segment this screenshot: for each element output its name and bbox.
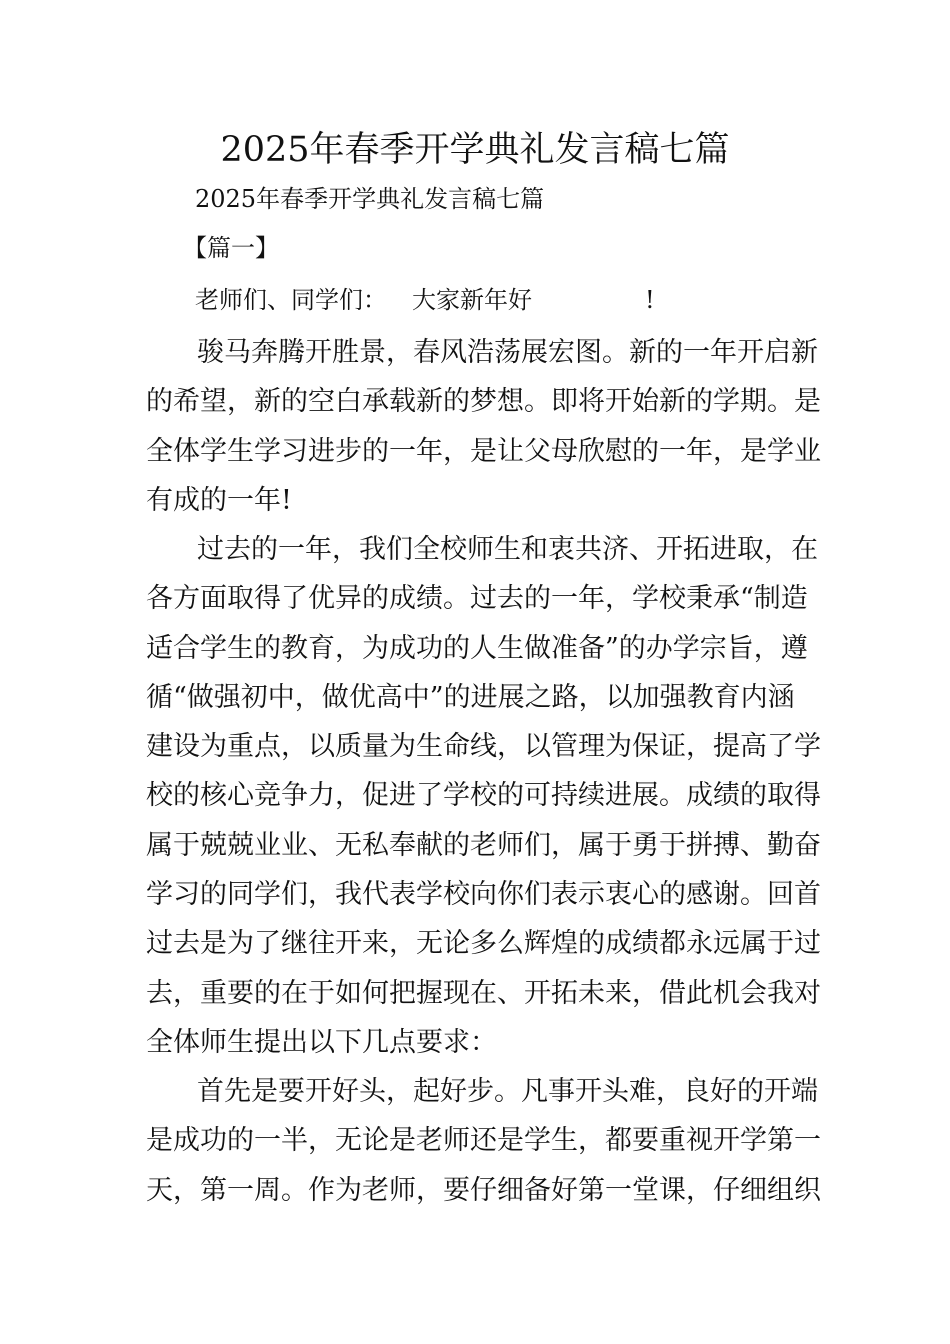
paragraph-line: 全体师生提出以下几点要求： <box>146 1026 497 1058</box>
paragraph-line: 各方面取得了优异的成绩。过去的一年，学校秉承“制造 <box>146 583 808 615</box>
paragraph-line: 全体学生学习进步的一年，是让父母欣慰的一年，是学业 <box>146 435 821 467</box>
paragraph-line: 有成的一年! <box>146 484 292 516</box>
paragraph-line: 建设为重点，以质量为生命线，以管理为保证，提高了学 <box>146 731 821 763</box>
paragraph-line: 过去是为了继往开来，无论多么辉煌的成绩都永远属于过 <box>146 928 821 960</box>
greeting-exclamation: ! <box>645 286 655 314</box>
page-title: 2025年春季开学典礼发言稿七篇 <box>220 130 730 170</box>
document-subtitle: 2025年春季开学典礼发言稿七篇 <box>195 185 545 213</box>
paragraph-line: 去，重要的在于如何把握现在、开拓未来，借此机会我对 <box>146 977 821 1009</box>
paragraph-line: 天，第一周。作为老师，要仔细备好第一堂课，仔细组织 <box>146 1174 821 1206</box>
paragraph-line: 校的核心竞争力，促进了学校的可持续进展。成绩的取得 <box>146 780 821 812</box>
greeting-line <box>195 282 655 318</box>
paragraph-line: 学习的同学们，我代表学校向你们表示衷心的感谢。回首 <box>146 879 821 911</box>
paragraph <box>146 525 821 1067</box>
paragraph-line: 的希望，新的空白承载新的梦想。即将开始新的学期。是 <box>146 386 821 418</box>
paragraph-line: 首先是要开好头，起好步。凡事开头难，良好的开端 <box>197 1076 818 1107</box>
paragraph-line: 是成功的一半，无论是老师还是学生，都要重视开学第一 <box>146 1125 821 1157</box>
paragraph-line: 循“做强初中，做优高中”的进展之路，以加强教育内涵 <box>146 681 795 713</box>
paragraph-line: 过去的一年，我们全校师生和衷共济、开拓进取，在 <box>197 534 818 565</box>
greeting-salutation: 老师们、同学们： <box>195 286 387 314</box>
paragraph <box>146 328 821 525</box>
paragraph-line: 骏马奔腾开胜景，春风浩荡展宏图。新的一年开启新 <box>197 337 818 368</box>
paragraph-line: 属于兢兢业业、无私奉献的老师们，属于勇于拼搏、勤奋 <box>146 829 821 861</box>
paragraph-line: 适合学生的教育，为成功的人生做准备”的办学宗旨，遵 <box>146 632 808 664</box>
paragraph <box>146 1067 821 1215</box>
greeting-wish: 大家新年好 <box>412 286 532 314</box>
section-heading: 【篇一】 <box>183 234 279 262</box>
